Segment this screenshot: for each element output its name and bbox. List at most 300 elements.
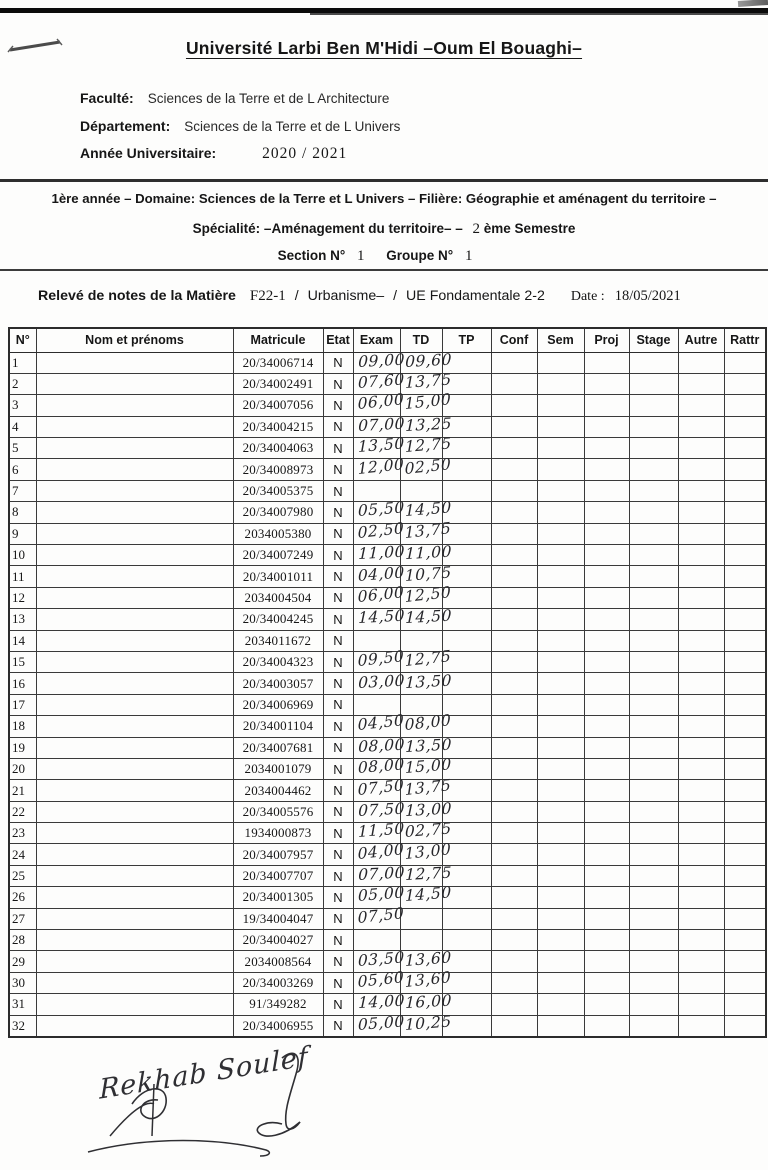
cell-proj [584,801,629,822]
handwritten-grade: 03,00 [357,671,405,692]
cell-name [36,994,233,1015]
cell-rattr [724,395,766,416]
cell-name [36,823,233,844]
cell-proj [584,545,629,566]
cell-rattr [724,438,766,459]
cell-etat: N [323,438,353,459]
cell-name [36,673,233,694]
cell-etat: N [323,630,353,651]
cell-exam [353,839,405,865]
handwritten-grade: 12,75 [403,647,452,671]
column-header-9: Proj [584,328,629,352]
handwritten-grade: 02,50 [403,454,452,478]
cell-proj [584,373,629,394]
handwritten-grade: 08,00 [357,735,405,756]
cell-proj [584,609,629,630]
cell-n: 4 [9,416,36,437]
cell-sem [537,1015,584,1036]
cell-stage [629,801,678,822]
handwritten-grade: 13,75 [404,370,452,393]
cell-stage [629,438,678,459]
cell-sem [537,994,584,1015]
cell-n: 6 [9,459,36,480]
handwritten-grade: 07,00 [357,414,405,435]
cell-sem [537,951,584,972]
table-row [9,930,766,951]
handwritten-grade: 10,25 [404,1011,452,1034]
cell-proj [584,523,629,544]
handwritten-grade: 13,25 [404,414,452,435]
cell-td [400,735,452,758]
cell-autre [678,566,724,587]
cell-proj [584,1015,629,1036]
cell-td [400,799,452,822]
cell-exam [353,390,405,416]
handwritten-grade: 14,50 [357,606,405,628]
cell-proj [584,673,629,694]
cell-conf [491,780,537,801]
cell-matricule: 20/34004215 [233,416,323,437]
handwritten-grade: 15,00 [404,755,452,778]
cell-proj [584,930,629,951]
column-header-1: Nom et prénoms [36,328,233,352]
table-row [9,609,766,630]
cell-autre [678,545,724,566]
handwritten-grade: 14,00 [357,991,405,1013]
cell-sem [537,801,584,822]
cell-sem [537,609,584,630]
column-header-7: Conf [491,328,537,352]
signature-name: Rekhab Soulef [99,1041,309,1106]
divider-thin [0,269,768,271]
academic-year-value: 2020 / 2021 [262,145,348,162]
table-row [9,1015,766,1036]
cell-td [400,883,452,908]
cell-stage [629,780,678,801]
cell-n: 23 [9,823,36,844]
cell-etat: N [323,972,353,993]
cell-name [36,566,233,587]
cell-sem [537,566,584,587]
cell-autre [678,630,724,651]
cell-autre [678,951,724,972]
cell-rattr [724,758,766,779]
handwritten-grade: 11,00 [357,542,405,564]
handwritten-grade: 06,00 [356,390,405,414]
cell-n: 10 [9,545,36,566]
cell-etat: N [323,780,353,801]
cell-stage [629,823,678,844]
cell-rattr [724,930,766,951]
cell-n: 3 [9,395,36,416]
cell-rattr [724,587,766,608]
cell-rattr [724,651,766,672]
matiere-label: Relevé de notes de la Matière [38,288,236,304]
cell-n: 24 [9,844,36,865]
scan-artifact-top-line [310,13,768,15]
cell-etat: N [323,523,353,544]
cell-conf [491,373,537,394]
handwritten-grade: 13,50 [404,671,452,692]
semester-number: 2 [472,221,481,237]
cell-name [36,373,233,394]
handwritten-grade: 12,75 [404,863,452,885]
semester-suffix: ème Semestre [483,221,576,236]
handwritten-grade: 14,50 [404,883,452,906]
cell-autre [678,972,724,993]
handwritten-grade: 06,00 [356,583,405,606]
cell-etat: N [323,416,353,437]
cell-conf [491,758,537,779]
cell-stage [629,887,678,908]
cell-name [36,972,233,993]
column-header-8: Sem [537,328,584,352]
cell-stage [629,545,678,566]
handwritten-grade: 09,00 [357,350,405,371]
cell-rattr [724,737,766,758]
handwritten-grade: 13,50 [357,434,405,457]
cell-stage [629,630,678,651]
cell-exam [353,518,405,544]
cell-autre [678,694,724,715]
cell-rattr [724,1015,766,1036]
cell-stage [629,395,678,416]
cell-etat: N [323,930,353,951]
cell-conf [491,716,537,737]
cell-td [400,518,452,544]
cell-etat: N [323,373,353,394]
cell-autre [678,844,724,865]
cell-n: 31 [9,994,36,1015]
section-group-line [0,248,768,265]
cell-autre [678,1015,724,1036]
cell-n: 30 [9,972,36,993]
group-label: Groupe N° [386,248,454,263]
cell-etat: N [323,459,353,480]
cell-matricule: 20/34007056 [233,395,323,416]
signature-block [70,1040,410,1170]
cell-matricule: 20/34007249 [233,545,323,566]
column-header-11: Autre [678,328,724,352]
cell-name [36,716,233,737]
cell-matricule: 20/34002491 [233,373,323,394]
column-header-6: TP [442,328,491,352]
column-header-12: Rattr [724,328,766,352]
cell-sem [537,780,584,801]
cell-sem [537,523,584,544]
cell-autre [678,908,724,929]
table-header-row [9,328,766,352]
cell-stage [629,523,678,544]
handwritten-grade: 16,00 [404,991,452,1013]
cell-rattr [724,480,766,501]
cell-matricule: 20/34006955 [233,1015,323,1036]
date-value: 18/05/2021 [614,288,681,304]
cell-conf [491,994,537,1015]
cell-conf [491,930,537,951]
cell-stage [629,994,678,1015]
column-header-10: Stage [629,328,678,352]
cell-proj [584,780,629,801]
cell-n: 2 [9,373,36,394]
cell-autre [678,459,724,480]
cell-rattr [724,630,766,651]
cell-n: 28 [9,930,36,951]
cell-sem [537,844,584,865]
cell-autre [678,502,724,523]
cell-stage [629,716,678,737]
cell-td [400,775,452,801]
cell-proj [584,951,629,972]
cell-sem [537,416,584,437]
cell-conf [491,352,537,373]
table-row [9,737,766,758]
cell-name [36,758,233,779]
cell-conf [491,737,537,758]
cell-sem [537,373,584,394]
cell-td [400,968,452,993]
cell-n: 22 [9,801,36,822]
cell-rattr [724,373,766,394]
cell-conf [491,865,537,886]
cell-n: 19 [9,737,36,758]
cell-sem [537,673,584,694]
cell-rattr [724,694,766,715]
handwritten-grade: 12,00 [356,454,405,478]
section-value: 1 [357,248,365,264]
cell-proj [584,758,629,779]
handwritten-grade: 11,50 [357,819,405,842]
cell-proj [584,994,629,1015]
handwritten-grade: 05,00 [357,883,405,906]
matiere-line [38,287,758,305]
department-label: Département: [80,118,171,134]
table-row [9,844,766,865]
cell-rattr [724,780,766,801]
handwritten-grade: 07,60 [357,370,405,393]
cell-proj [584,459,629,480]
handwritten-grade: 13,50 [404,735,452,756]
cell-sem [537,480,584,501]
cell-matricule: 20/34001011 [233,566,323,587]
handwritten-grade: 13,60 [404,947,452,970]
cell-proj [584,844,629,865]
section-label: Section N° [277,248,346,263]
cell-matricule: 20/34006714 [233,352,323,373]
academic-year-row [80,145,347,163]
cell-etat: N [323,887,353,908]
cell-n: 11 [9,566,36,587]
divider-thick [0,179,768,182]
cell-stage [629,587,678,608]
faculty-label: Faculté: [80,90,134,106]
cell-rattr [724,566,766,587]
date-label: Date : [570,289,605,304]
cell-name [36,930,233,951]
cell-sem [537,930,584,951]
page-title [0,38,768,59]
cell-rattr [724,459,766,480]
cell-rattr [724,801,766,822]
cell-sem [537,352,584,373]
cell-conf [491,673,537,694]
cell-proj [584,480,629,501]
cell-etat: N [323,651,353,672]
cell-td [400,414,452,437]
handwritten-grade: 05,00 [357,1011,405,1034]
cell-n: 32 [9,1015,36,1036]
academic-year-label: Année Universitaire: [80,145,217,161]
cell-name [36,780,233,801]
cell-conf [491,801,537,822]
cell-matricule: 20/34007957 [233,844,323,865]
cell-stage [629,673,678,694]
cell-conf [491,459,537,480]
cell-etat: N [323,480,353,501]
matiere-name: Urbanisme– [307,288,385,304]
cell-name [36,545,233,566]
cell-proj [584,972,629,993]
cell-stage [629,930,678,951]
speciality-text: Spécialité: –Aménagement du territoire– – [192,221,463,236]
cell-conf [491,951,537,972]
cell-name [36,1015,233,1036]
column-header-3: Etat [323,328,353,352]
cell-etat: N [323,865,353,886]
university-name: Université Larbi Ben M'Hidi –Oum El Bouaghi– [185,38,583,58]
cell-exam [353,903,405,929]
separator: / [393,287,398,303]
cell-etat: N [323,737,353,758]
cell-conf [491,887,537,908]
cell-n: 29 [9,951,36,972]
cell-exam [353,671,405,694]
cell-autre [678,416,724,437]
cell-td [400,583,452,608]
cell-exam [353,606,405,630]
handwritten-grade: 07,50 [356,903,405,927]
cell-stage [629,566,678,587]
cell-stage [629,758,678,779]
cell-n: 26 [9,887,36,908]
cell-td [400,454,452,480]
cell-proj [584,416,629,437]
cell-exam [353,454,405,480]
cell-stage [629,480,678,501]
cell-n: 17 [9,694,36,715]
cell-autre [678,887,724,908]
cell-name [36,352,233,373]
cell-matricule: 20/34004323 [233,651,323,672]
cell-etat: N [323,801,353,822]
table-row [9,395,766,416]
cell-exam [353,647,405,672]
cell-matricule: 20/34007681 [233,737,323,758]
cell-name [36,459,233,480]
cell-n: 15 [9,651,36,672]
handwritten-grade: 09,50 [356,647,405,671]
cell-rattr [724,352,766,373]
cell-name [36,416,233,437]
cell-conf [491,609,537,630]
cell-matricule: 2034001079 [233,758,323,779]
handwritten-grade: 07,50 [357,799,405,820]
cell-etat: N [323,1015,353,1036]
cell-conf [491,823,537,844]
cell-td [400,542,452,566]
cell-matricule: 20/34001104 [233,716,323,737]
cell-conf [491,502,537,523]
cell-conf [491,694,537,715]
cell-name [36,887,233,908]
cell-td [400,839,452,865]
cell-etat: N [323,716,353,737]
cell-etat: N [323,994,353,1015]
cell-proj [584,887,629,908]
table-row [9,780,766,801]
cell-name [36,908,233,929]
cell-n: 1 [9,352,36,373]
handwritten-grade: 08,00 [403,711,452,735]
cell-name [36,844,233,865]
cell-conf [491,587,537,608]
program-line1: 1ère année – Domaine: Sciences de la Terre et L Univers – Filière: Géographie et aménagent du territoire – [51,191,717,206]
handwritten-grade: 13,00 [403,839,452,863]
cell-autre [678,930,724,951]
table-row [9,416,766,437]
cell-matricule: 20/34006969 [233,694,323,715]
cell-name [36,801,233,822]
cell-stage [629,609,678,630]
cell-proj [584,694,629,715]
cell-proj [584,395,629,416]
cell-matricule: 2034005380 [233,523,323,544]
cell-exam [353,711,405,737]
cell-etat: N [323,587,353,608]
cell-name [36,523,233,544]
cell-stage [629,972,678,993]
department-value: Sciences de la Terre et de L Univers [184,119,401,134]
handwritten-grade: 05,50 [357,498,405,521]
cell-sem [537,737,584,758]
table-row [9,651,766,672]
cell-n: 5 [9,438,36,459]
cell-proj [584,716,629,737]
cell-rattr [724,502,766,523]
table-row [9,908,766,929]
cell-autre [678,609,724,630]
cell-name [36,395,233,416]
cell-stage [629,502,678,523]
cell-matricule: 2034011672 [233,630,323,651]
cell-n: 9 [9,523,36,544]
cell-rattr [724,823,766,844]
cell-conf [491,416,537,437]
handwritten-grade: 14,50 [404,498,452,521]
handwritten-grade: 08,00 [357,755,405,778]
handwritten-grade: 02,50 [356,518,405,542]
cell-rattr [724,908,766,929]
cell-name [36,651,233,672]
cell-sem [537,972,584,993]
signature-flourish-icon [70,1040,410,1170]
cell-autre [678,480,724,501]
cell-name [36,480,233,501]
cell-proj [584,587,629,608]
cell-proj [584,566,629,587]
cell-rattr [724,673,766,694]
cell-matricule: 19/34004047 [233,908,323,929]
